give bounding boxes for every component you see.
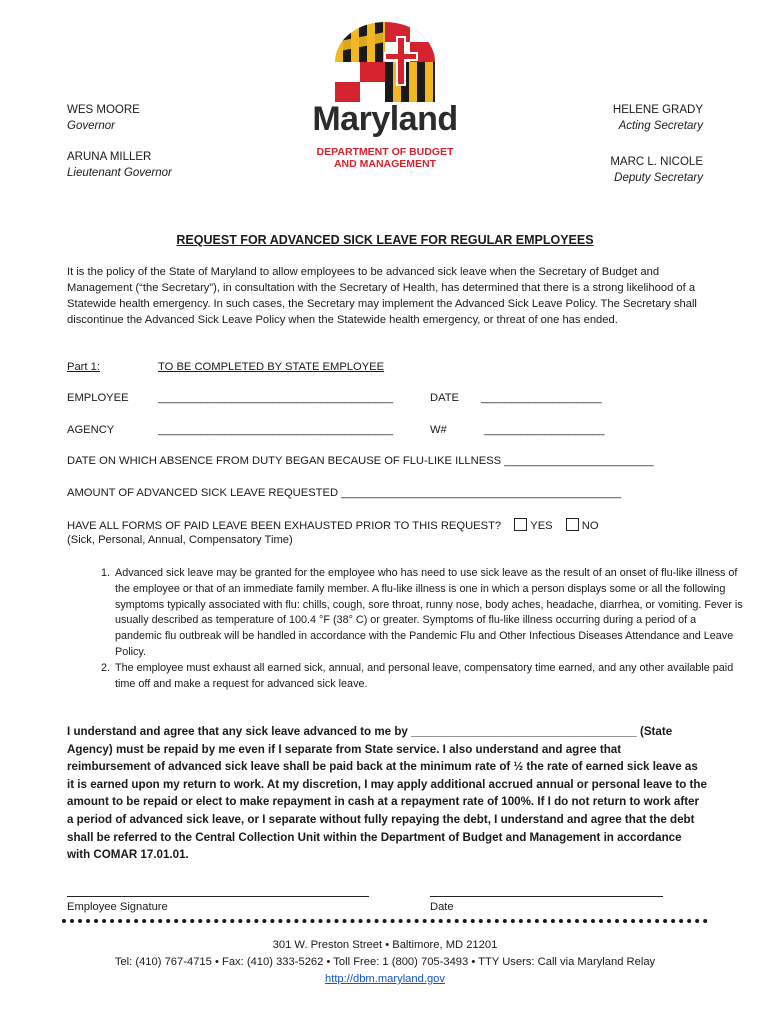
logo-department: [300, 146, 470, 170]
logo-dept-line2: AND MANAGEMENT: [333, 158, 437, 170]
list-item: 2. The employee must exhaust all earned sick, annual, and personal leave, compensatory time earned, and any other available paid time off and make a request for advanced sick leave.: [113, 661, 743, 693]
signature-date-line[interactable]: [430, 896, 663, 897]
absence-date-field[interactable]: DATE ON WHICH ABSENCE FROM DUTY BEGAN BECAUSE OF FLU-LIKE ILLNESS ________________________: [67, 455, 654, 467]
logo-wordmark: Maryland: [312, 100, 458, 138]
footer-address: 301 W. Preston Street • Baltimore, MD 21201: [272, 939, 498, 951]
secretary-title: Acting Secretary: [618, 120, 703, 132]
dbm-logo: [300, 22, 470, 172]
secretary-name: HELENE GRADY: [612, 104, 703, 116]
secretary-block: [613, 102, 703, 134]
signature-date-label: Date: [430, 901, 454, 913]
lt-governor-name: ARUNA MILLER: [67, 151, 152, 163]
governor-block: [67, 102, 140, 134]
exhausted-question-row: [67, 518, 599, 532]
logo-dept-line1: DEPARTMENT OF BUDGET: [316, 146, 454, 158]
amount-requested-field[interactable]: AMOUNT OF ADVANCED SICK LEAVE REQUESTED _____________________________________________: [67, 487, 622, 499]
employee-signature-line[interactable]: [67, 896, 369, 897]
footer-divider: [62, 919, 708, 923]
w-number-label: W#: [430, 424, 447, 436]
policy-list: [67, 566, 743, 692]
governor-name: WES MOORE: [67, 104, 140, 116]
agency-label: AGENCY: [67, 424, 115, 436]
agreement-text: I understand and agree that any sick leave advanced to me by ___________________________________ (State Agency) must be repaid by me even if I separate from State service. I also understand and agree that reimbursement of advanced sick leave shall be paid back at the minimum rate of ½ the rate of earned sick leave as it is earned upon my return to work. At my discretion, I may apply additional accrued annual or personal leave to the amount to be repaid or elect to make repayment in cash at a repayment rate of 100%. If I do not return to work after a period of advanced sick leave, or I separate without fully repaying the debt, I understand and agree that the debt shall be referred to the Central Collection Unit within the Department of Budget and Management in accordance with COMAR 17.01.01.: [67, 725, 707, 862]
yes-label: YES: [530, 520, 553, 532]
policy-intro: It is the policy of the State of Maryland to allow employees to be advanced sick leave when the Secretary of Budget and Management (“the Secretary”), in consultation with the Secretary of Health, has determined that there is a strong likelihood of a Statewide health emergency. In such cases, the Secretary may implement the Advanced Sick Leave Policy. The Secretary shall discontinue the Advanced Sick Leave Policy when the Statewide health emergency, or threat of one has ended.: [67, 266, 697, 326]
yes-checkbox[interactable]: [514, 518, 527, 531]
deputy-block: [610, 154, 703, 186]
exhausted-note: (Sick, Personal, Annual, Compensatory Time): [67, 534, 293, 546]
employee-signature-label: Employee Signature: [67, 901, 168, 913]
deputy-name: MARC L. NICOLE: [610, 156, 703, 168]
part1-heading: TO BE COMPLETED BY STATE EMPLOYEE: [158, 361, 385, 373]
date-field[interactable]: ____________________: [481, 392, 602, 404]
no-label: NO: [581, 520, 599, 532]
footer-website-link[interactable]: http://dbm.maryland.gov: [324, 973, 445, 985]
no-checkbox[interactable]: [566, 518, 579, 531]
lt-governor-title: Lieutenant Governor: [67, 167, 172, 179]
list-item: 1. Advanced sick leave may be granted for the employee who has need to use sick leave as the result of an onset of flu-like illness of the employee or that of an immediate family member. A flu-like illness is one in which a person displays some or all the following symptoms typically associated with flu: chills, cough, sore throat, runny nose, body aches, headache, diarrhea, or vomiting. Fever is usually described as temperature of 100.4 °F (38° C) or greater. Symptoms of flu-like illness occurring during a period of a pandemic flu outbreak will be handled in accordance with the Pandemic Flu and Other Infectious Diseases Attendance and Leave Policy.: [113, 566, 743, 661]
agency-field[interactable]: _______________________________________: [158, 424, 393, 436]
date-label: DATE: [430, 392, 460, 404]
footer-link-row: [0, 971, 770, 988]
lt-governor-block: [67, 149, 172, 181]
maryland-flag-emblem: [300, 22, 470, 102]
governor-title: Governor: [67, 120, 115, 132]
footer-contact: Tel: (410) 767-4715 • Fax: (410) 333-5262 • Toll Free: 1 (800) 705-3493 • TTY Users: Call via Maryland Relay: [114, 956, 656, 968]
part1-label: Part 1:: [67, 361, 100, 373]
employee-field[interactable]: _______________________________________: [158, 392, 393, 404]
exhausted-question: HAVE ALL FORMS OF PAID LEAVE BEEN EXHAUSTED PRIOR TO THIS REQUEST?: [67, 520, 502, 532]
w-number-field[interactable]: ____________________: [484, 424, 605, 436]
deputy-title: Deputy Secretary: [614, 172, 703, 184]
employee-label: EMPLOYEE: [67, 392, 129, 404]
form-title: REQUEST FOR ADVANCED SICK LEAVE FOR REGULAR EMPLOYEES: [176, 233, 594, 247]
